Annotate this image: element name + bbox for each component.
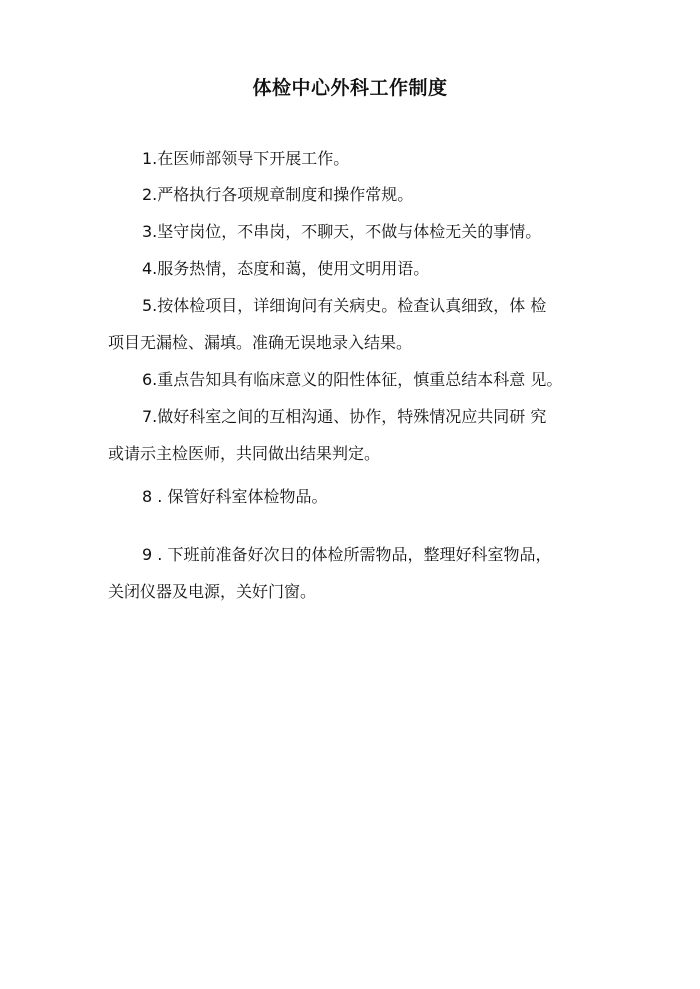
- rule-3: 3.坚守岗位，不串岗，不聊天，不做与体检无关的事情。: [142, 222, 542, 241]
- rule-9-line-1: 9 . 下班前准备好次日的体检所需物品，整理好科室物品，: [142, 545, 552, 564]
- rule-2: 2.严格执行各项规章制度和操作常规。: [142, 185, 414, 204]
- rule-7-line-2: 或请示主检医师，共同做出结果判定。: [108, 444, 381, 463]
- rule-4: 4.服务热情，态度和蔼，使用文明用语。: [142, 259, 430, 278]
- rule-1: 1.在医师部领导下开展工作。: [142, 149, 350, 168]
- rule-8: 8 . 保管好科室体检物品。: [142, 487, 328, 506]
- document-title: 体检中心外科工作制度: [252, 77, 448, 99]
- rule-7-line-1: 7.做好科室之间的互相沟通、协作，特殊情况应共同研 究: [142, 407, 547, 426]
- rule-9-line-2: 关闭仪器及电源，关好门窗。: [108, 582, 317, 601]
- rule-5-line-2: 项目无漏检、漏填。准确无误地录入结果。: [108, 333, 413, 352]
- rule-6: 6.重点告知具有临床意义的阳性体征，慎重总结本科意 见。: [142, 370, 563, 389]
- rule-5-line-1: 5.按体检项目，详细询问有关病史。检查认真细致，体 检: [142, 296, 547, 315]
